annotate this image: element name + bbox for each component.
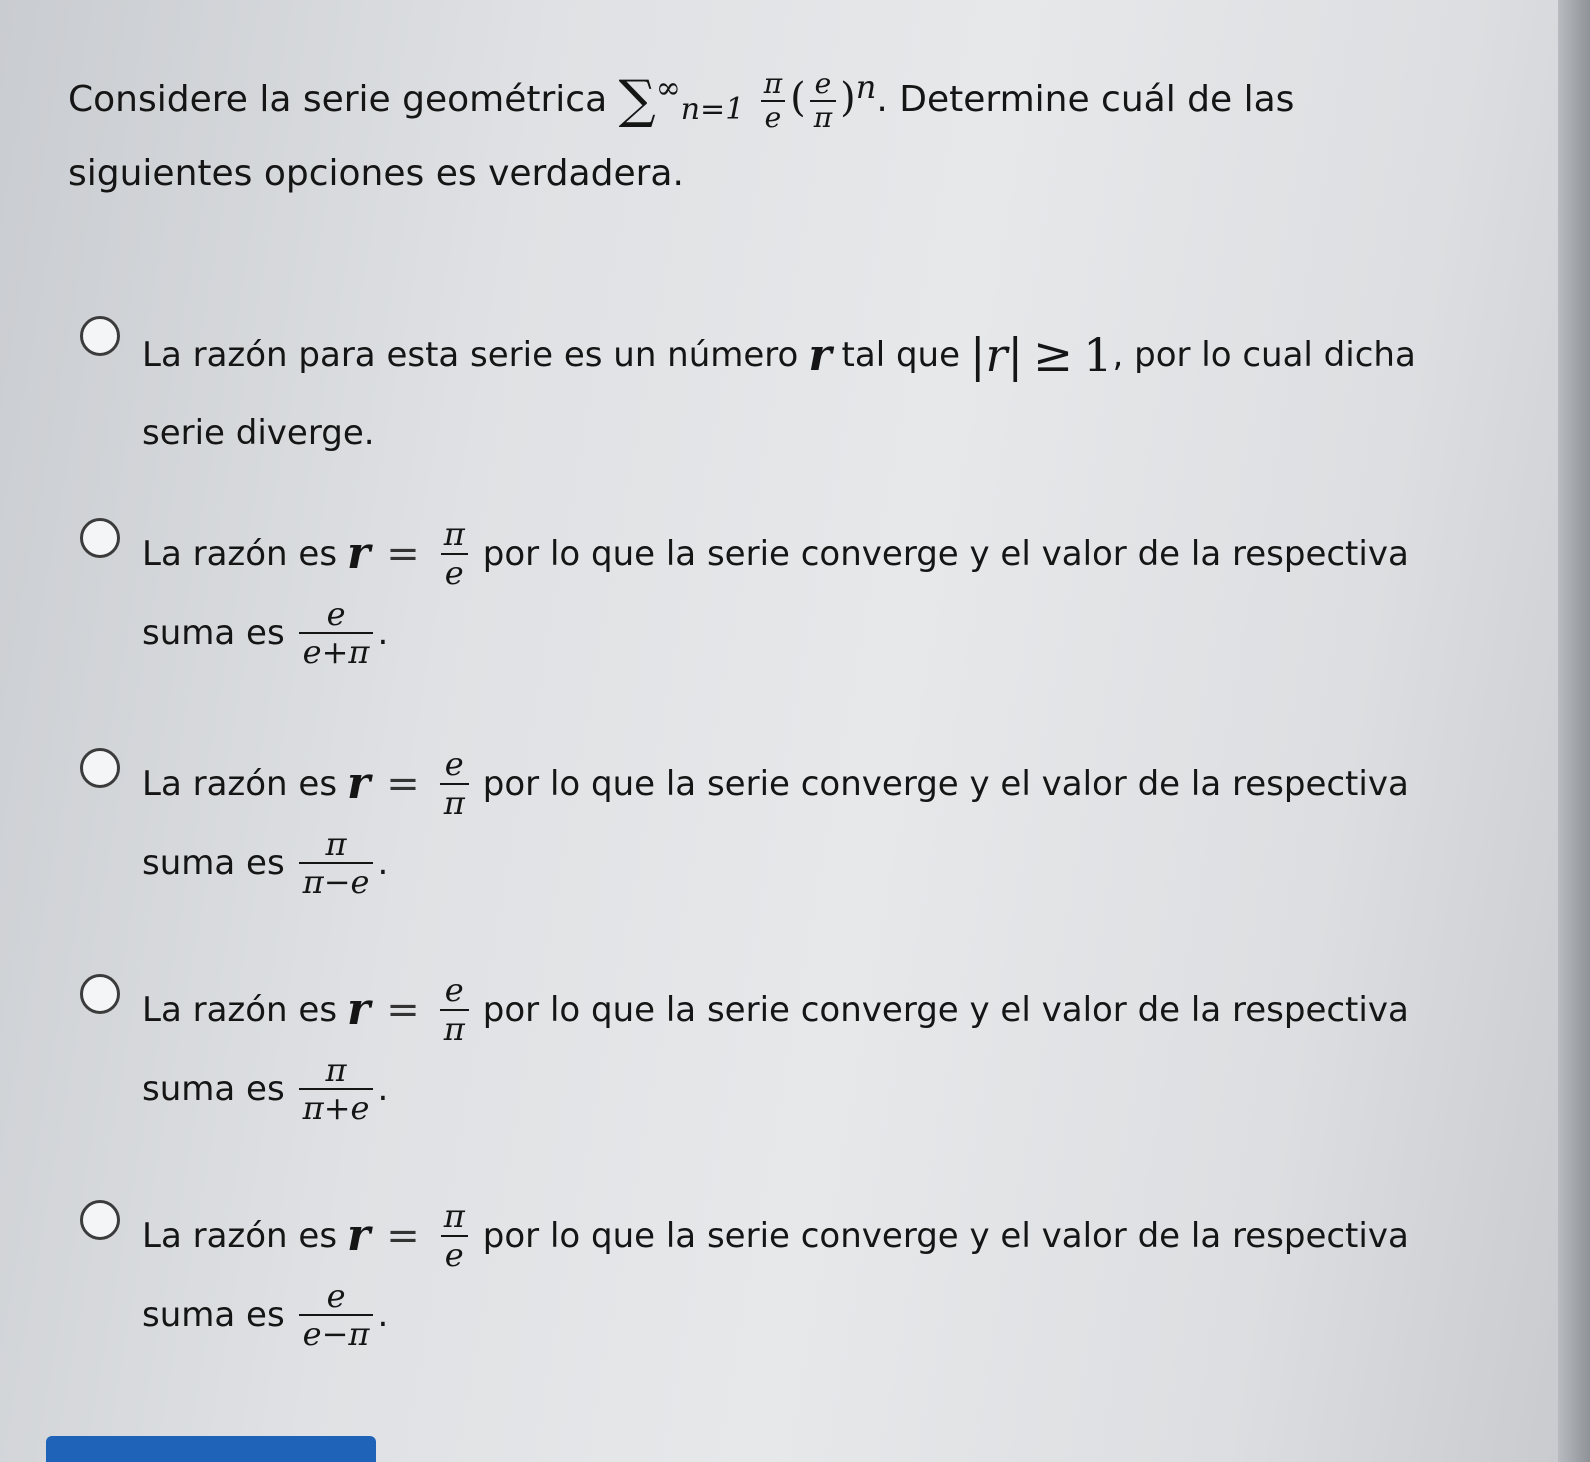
sum-fraction: $\frac{e}{e+\pi}$ xyxy=(299,596,374,672)
progress-bar xyxy=(46,1436,376,1462)
base-fraction: $\frac{e}{\pi}$ xyxy=(810,68,836,134)
question-tail: . Determine cuál de las xyxy=(876,79,1295,120)
sum-lower-limit: n=1 xyxy=(680,92,745,128)
option-4[interactable]: La razón es r = $\frac{e}{\pi}$ por lo que la serie converge y el valor de la respectiva suma es $\frac{\pi}{\pi+e}$ . xyxy=(80,968,1520,1127)
ratio-fraction: $\frac{e}{\pi}$ xyxy=(440,972,469,1048)
sum-fraction: $\frac{e}{e-\pi}$ xyxy=(299,1278,374,1354)
radio-button[interactable] xyxy=(80,518,120,558)
radio-button[interactable] xyxy=(80,1200,120,1240)
coefficient-fraction: $\frac{\pi}{e}$ xyxy=(760,68,786,134)
abs-r: |r| xyxy=(970,327,1023,382)
radio-button[interactable] xyxy=(80,974,120,1014)
ratio-fraction: $\frac{\pi}{e}$ xyxy=(440,1198,469,1274)
question-text: Considere la serie geométrica $\sum^\infty_{n=1}$ $\frac{\pi}{e}$ ( $\frac{e}{\pi}$ )$^n$. Determine cuál de las siguientes opciones es verdadera. xyxy=(68,58,1528,203)
sum-symbol: ∑ xyxy=(618,70,656,130)
sum-fraction: $\frac{\pi}{\pi-e}$ xyxy=(299,826,374,902)
geq-symbol: ≥ xyxy=(1033,327,1074,383)
option-5[interactable]: La razón es r = $\frac{\pi}{e}$ por lo que la serie converge y el valor de la respectiva suma es $\frac{e}{e-\pi}$ . xyxy=(80,1194,1520,1353)
radio-button[interactable] xyxy=(80,748,120,788)
screen-edge xyxy=(1558,0,1590,1462)
question-line2: siguientes opciones es verdadera. xyxy=(68,152,684,194)
ratio-fraction: $\frac{\pi}{e}$ xyxy=(440,516,469,592)
sum-fraction: $\frac{\pi}{\pi+e}$ xyxy=(299,1052,374,1128)
option-2[interactable]: La razón es r = $\frac{\pi}{e}$ por lo que la serie converge y el valor de la respectiva suma es $\frac{e}{e+\pi}$ . xyxy=(80,512,1520,671)
question-intro: Considere la serie geométrica xyxy=(68,79,608,120)
sum-upper-limit: ∞ xyxy=(655,71,681,106)
option-3[interactable]: La razón es r = $\frac{e}{\pi}$ por lo que la serie converge y el valor de la respectiva suma es $\frac{\pi}{\pi-e}$ . xyxy=(80,742,1520,901)
option-1[interactable]: La razón para esta serie es un número r tal que |r| ≥ 1 , por lo cual dicha serie diverge. xyxy=(80,310,1520,466)
r-symbol: r xyxy=(808,329,832,381)
radio-button[interactable] xyxy=(80,316,120,356)
exponent: n xyxy=(855,68,877,106)
ratio-fraction: $\frac{e}{\pi}$ xyxy=(440,746,469,822)
